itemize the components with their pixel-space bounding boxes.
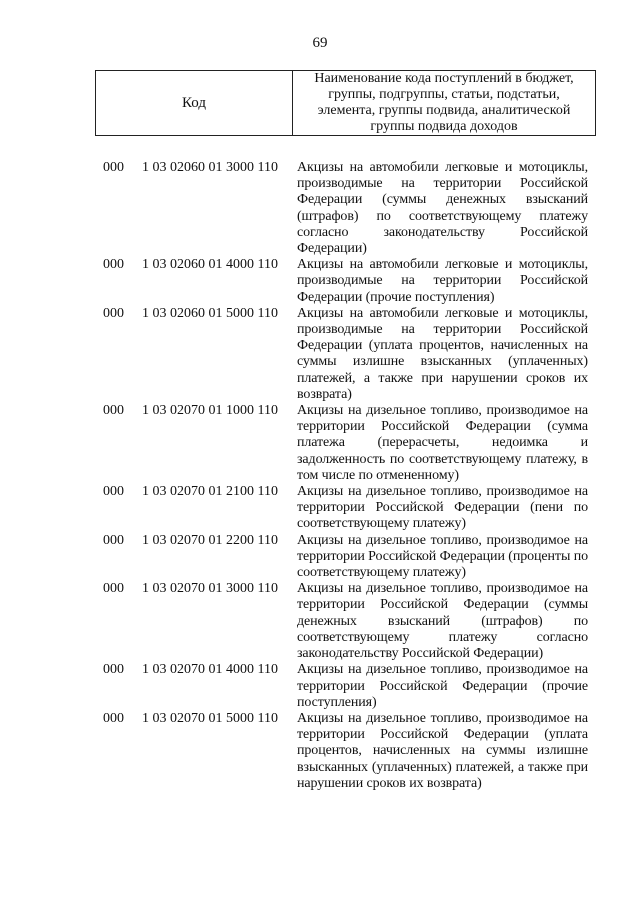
income-description: Акцизы на автомобили легковые и мотоциклы, производимые на территории Российской Федерации (уплата процентов, начисленных на суммы излишне взысканных (уплаченных) платежей, а также при нарушении сроков их возврата)	[297, 305, 588, 402]
header-name-column: Наименование кода поступлений в бюджет, группы, подгруппы, статьи, подстатьи, элемента, группы подвида, аналитической группы подвида доходов	[314, 71, 574, 134]
page-number: 69	[312, 35, 328, 51]
income-code: 1 03 02070 01 5000 110	[142, 710, 278, 726]
income-code: 1 03 02070 01 4000 110	[142, 662, 278, 678]
admin-code: 000	[103, 662, 124, 678]
income-code: 1 03 02070 01 2200 110	[142, 532, 278, 548]
table-row	[0, 662, 640, 711]
admin-code: 000	[103, 160, 124, 175]
table-row	[0, 533, 640, 582]
table-row	[0, 581, 640, 662]
admin-code: 000	[103, 257, 124, 273]
income-description: Акцизы на дизельное топливо, производимое на территории Российской Федерации (сумма платежа (перерасчеты, недоимка и задолженность по соответствующему платежу, в том числе по отмененному)	[297, 403, 588, 483]
table-row	[0, 306, 640, 403]
income-description: Акцизы на дизельное топливо, производимое на территории Российской Федерации (пени по соответствующему платежу)	[297, 484, 588, 532]
income-code: 1 03 02070 01 2100 110	[142, 484, 278, 500]
income-code: 1 03 02060 01 5000 110	[142, 305, 278, 321]
admin-code: 000	[103, 484, 124, 500]
table-row	[0, 403, 640, 484]
income-description: Акцизы на автомобили легковые и мотоциклы, производимые на территории Российской Федерации (суммы денежных взысканий (штрафов) по соответствующему платежу согласно законодательству Российской Федерации)	[297, 160, 588, 257]
income-description: Акцизы на дизельное топливо, производимое на территории Российской Федерации (уплата процентов, начисленных на суммы излишне взысканных (уплаченных) платежей, а также при нарушении сроков их возврата)	[297, 710, 588, 791]
income-codes-list	[0, 160, 640, 792]
table-row	[0, 484, 640, 533]
income-code: 1 03 02070 01 1000 110	[142, 403, 278, 419]
income-code: 1 03 02070 01 3000 110	[142, 581, 278, 597]
table-row	[0, 711, 640, 792]
income-description: Акцизы на автомобили легковые и мотоциклы, производимые на территории Российской Федерации (прочие поступления)	[297, 257, 588, 305]
admin-code: 000	[103, 532, 124, 548]
income-description: Акцизы на дизельное топливо, производимое на территории Российской Федерации (суммы денежных взысканий (штрафов) по соответствующему платежу согласно законодательству Российской Федерации)	[297, 581, 588, 662]
admin-code: 000	[103, 305, 124, 321]
header-code-column: Код	[96, 71, 293, 135]
income-description: Акцизы на дизельное топливо, производимое на территории Российской Федерации (проценты по соответствующему платежу)	[297, 532, 588, 581]
admin-code: 000	[103, 710, 124, 726]
table-header	[95, 70, 596, 136]
table-row	[0, 160, 640, 257]
income-description: Акцизы на дизельное топливо, производимое на территории Российской Федерации (прочие поступления)	[297, 662, 588, 710]
table-row	[0, 257, 640, 306]
admin-code: 000	[103, 403, 124, 419]
income-code: 1 03 02060 01 4000 110	[142, 257, 278, 273]
income-code: 1 03 02060 01 3000 110	[142, 160, 278, 175]
admin-code: 000	[103, 581, 124, 597]
